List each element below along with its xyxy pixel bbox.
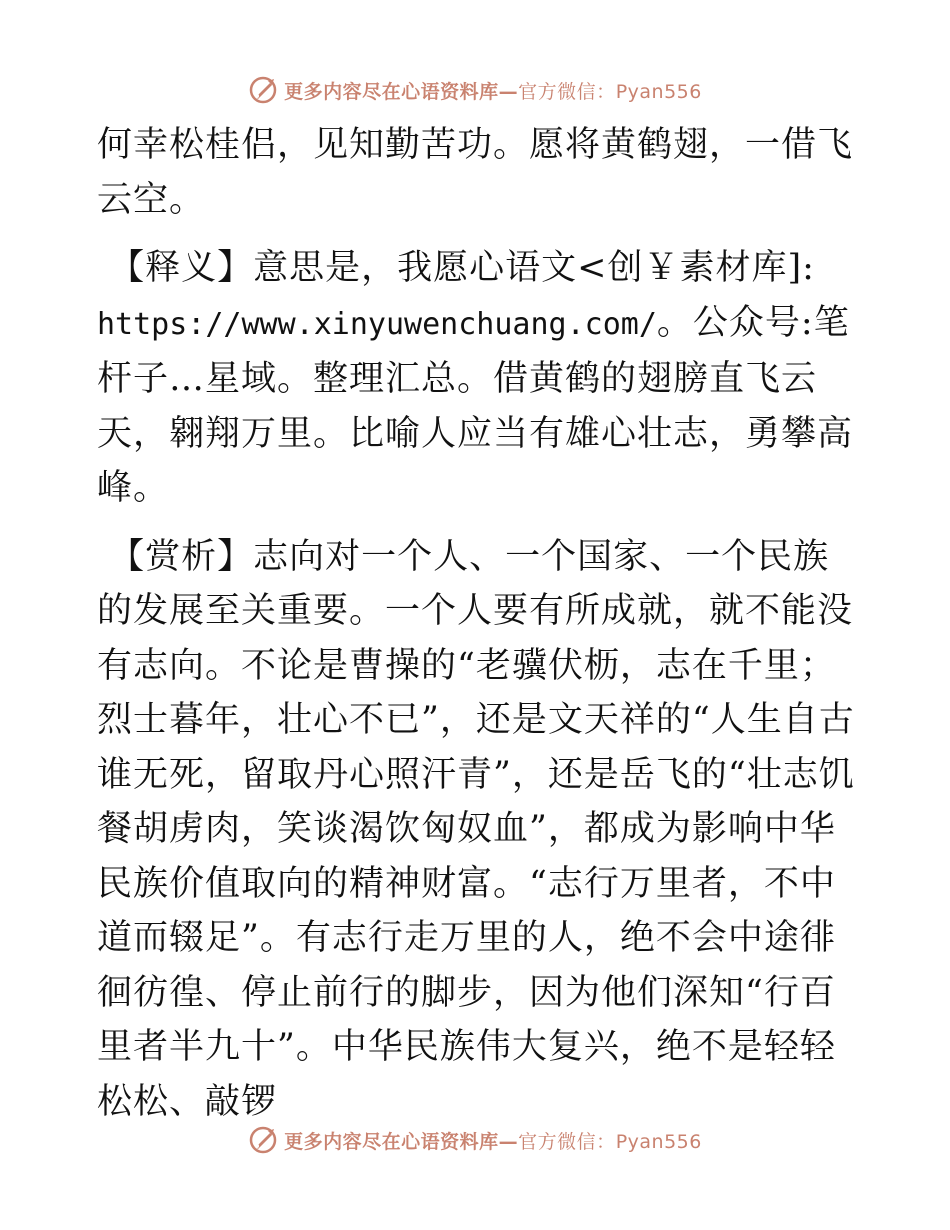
document-body bbox=[97, 118, 857, 1129]
analysis-paragraph bbox=[97, 530, 857, 1130]
header-text: 更多内容尽在心语资料库—官方微信：Pyan556 bbox=[284, 80, 702, 103]
header-watermark bbox=[0, 70, 950, 110]
pen-quill-logo-icon bbox=[248, 1125, 278, 1155]
definition-paragraph bbox=[97, 241, 857, 516]
analysis-text: 【赏析】志向对一个人、一个国家、一个民族的发展至关重要。一个人要有所成就，就不能没有志向。不论是曹操的“老骥伏枥，志在千里；烈士暮年，壮心不已”，还是文天祥的“人生自古谁无死，留取丹心照汗青”，还是岳飞的“壮志饥餐胡虏肉，笑谈渴饮匈奴血”，都成为影响中华民族价值取向的精神财富。“志行万里者，不中道而辍足”。有志行走万里的人，绝不会中途徘徊彷徨、停止前行的脚步，因为他们深知“行百里者半九十”。中华民族伟大复兴，绝不是轻轻松松、敲锣 bbox=[97, 536, 855, 1122]
definition-rest: 。公众号:笔杆子…星域。整理汇总。借黄鹤的翅膀直飞云天，翱翔万里。比喻人应当有雄心壮志，勇攀高峰。 bbox=[97, 302, 854, 508]
pen-quill-logo-icon bbox=[248, 75, 278, 105]
definition-url: https://www.xinyuwenchuang.com/ bbox=[97, 306, 657, 342]
poem-paragraph: 何幸松桂侣，见知勤苦功。愿将黄鹤翅，一借飞云空。 bbox=[97, 125, 854, 220]
footer-text: 更多内容尽在心语资料库—官方微信：Pyan556 bbox=[284, 1130, 702, 1153]
definition-head: 【释义】意思是，我愿心语文<创￥素材库]: bbox=[109, 248, 815, 288]
footer-watermark bbox=[0, 1120, 950, 1160]
